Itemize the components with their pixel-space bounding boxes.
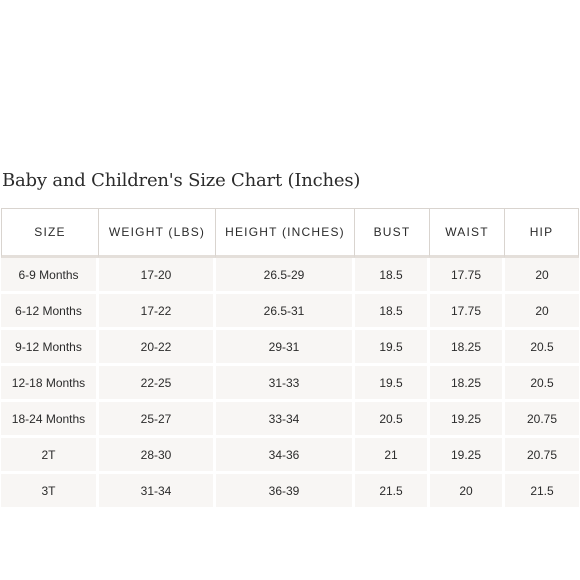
- cell-waist: 17.75: [430, 258, 505, 294]
- header-size: SIZE: [1, 208, 99, 258]
- cell-bust: 20.5: [355, 402, 430, 438]
- cell-size: 2T: [1, 438, 99, 474]
- cell-hip: 20.75: [505, 438, 579, 474]
- table-row: [1, 294, 579, 330]
- cell-hip: 20.5: [505, 330, 579, 366]
- cell-height: 26.5-29: [216, 258, 355, 294]
- header-hip: HIP: [505, 208, 579, 258]
- cell-size: 3T: [1, 474, 99, 510]
- cell-bust: 21: [355, 438, 430, 474]
- cell-bust: 18.5: [355, 294, 430, 330]
- table-row: [1, 330, 579, 366]
- cell-height: 34-36: [216, 438, 355, 474]
- cell-hip: 20: [505, 258, 579, 294]
- cell-weight: 17-20: [99, 258, 216, 294]
- cell-bust: 19.5: [355, 330, 430, 366]
- cell-waist: 18.25: [430, 366, 505, 402]
- cell-weight: 20-22: [99, 330, 216, 366]
- cell-waist: 18.25: [430, 330, 505, 366]
- cell-size: 9-12 Months: [1, 330, 99, 366]
- table-row: [1, 474, 579, 510]
- size-table: [1, 208, 579, 510]
- header-row: [1, 208, 579, 258]
- cell-size: 6-12 Months: [1, 294, 99, 330]
- cell-size: 6-9 Months: [1, 258, 99, 294]
- header-weight: WEIGHT (LBS): [99, 208, 216, 258]
- header-bust: BUST: [355, 208, 430, 258]
- cell-weight: 31-34: [99, 474, 216, 510]
- cell-height: 31-33: [216, 366, 355, 402]
- cell-height: 33-34: [216, 402, 355, 438]
- cell-waist: 19.25: [430, 438, 505, 474]
- cell-height: 26.5-31: [216, 294, 355, 330]
- cell-bust: 21.5: [355, 474, 430, 510]
- cell-hip: 21.5: [505, 474, 579, 510]
- cell-hip: 20: [505, 294, 579, 330]
- cell-hip: 20.75: [505, 402, 579, 438]
- table-row: [1, 402, 579, 438]
- chart-title: Baby and Children's Size Chart (Inches): [2, 170, 361, 191]
- cell-size: 12-18 Months: [1, 366, 99, 402]
- cell-bust: 18.5: [355, 258, 430, 294]
- cell-weight: 22-25: [99, 366, 216, 402]
- cell-waist: 20: [430, 474, 505, 510]
- table-row: [1, 258, 579, 294]
- cell-hip: 20.5: [505, 366, 579, 402]
- cell-weight: 28-30: [99, 438, 216, 474]
- cell-waist: 17.75: [430, 294, 505, 330]
- cell-height: 36-39: [216, 474, 355, 510]
- table-row: [1, 438, 579, 474]
- cell-waist: 19.25: [430, 402, 505, 438]
- header-waist: WAIST: [430, 208, 505, 258]
- header-height: HEIGHT (INCHES): [216, 208, 355, 258]
- cell-weight: 17-22: [99, 294, 216, 330]
- table-row: [1, 366, 579, 402]
- cell-weight: 25-27: [99, 402, 216, 438]
- cell-size: 18-24 Months: [1, 402, 99, 438]
- cell-height: 29-31: [216, 330, 355, 366]
- cell-bust: 19.5: [355, 366, 430, 402]
